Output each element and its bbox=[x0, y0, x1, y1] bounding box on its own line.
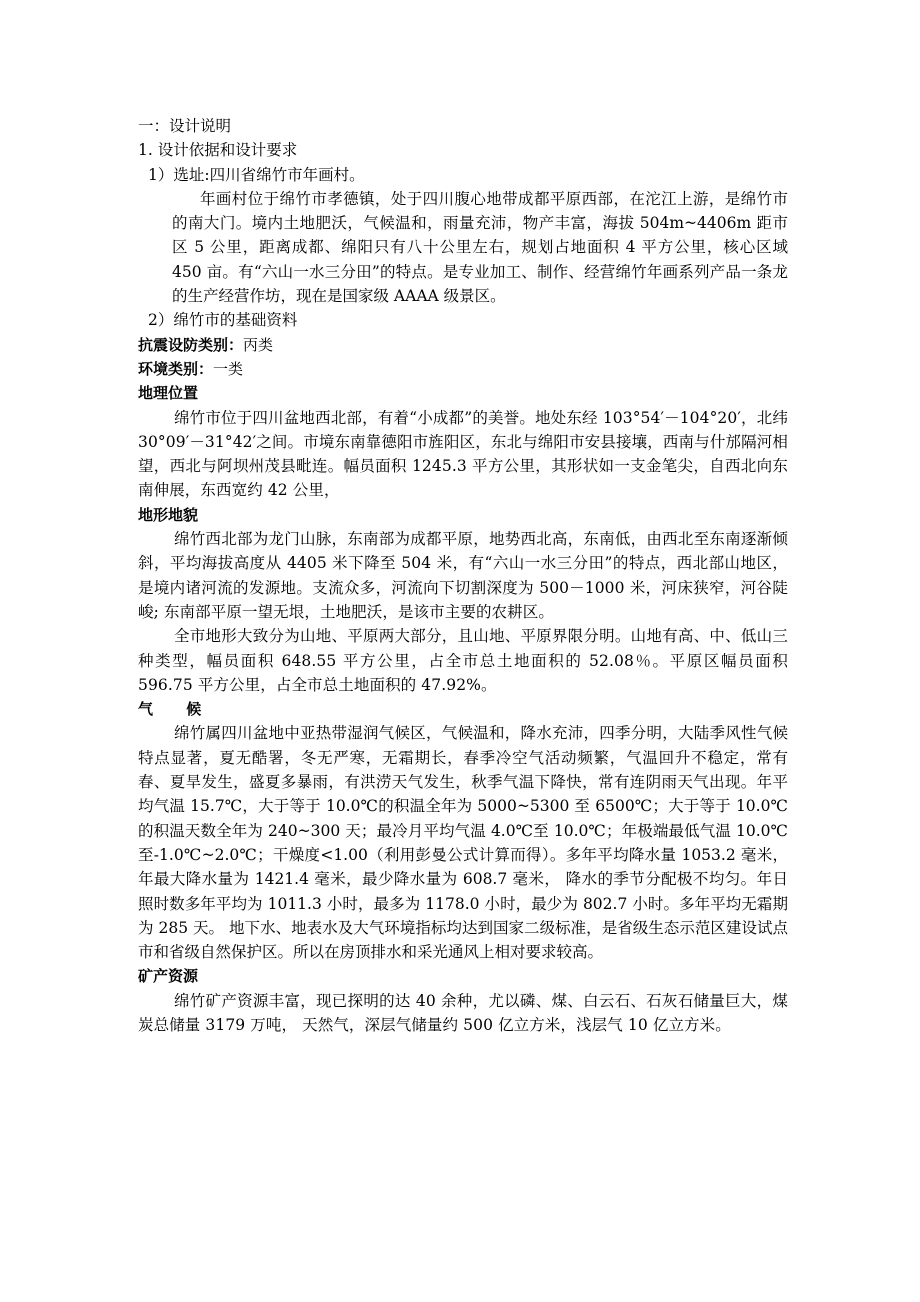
env-value: 一类 bbox=[213, 359, 244, 378]
mineral-body: 绵竹矿产资源丰富，现已探明的达 40 余种，尤以磷、煤、白云石、石灰石储量巨大，煤炭总储量 3179 万吨， 天然气，深层气储量约 500 亿立方米，浅层气 10 亿立方米。 bbox=[138, 991, 788, 1034]
seismic-value: 丙类 bbox=[243, 335, 274, 354]
item2-title: 2）绵竹市的基础资料 bbox=[148, 311, 298, 330]
env-label: 环境类别： bbox=[138, 359, 214, 378]
subsection-title: 1. 设计依据和设计要求 bbox=[138, 141, 298, 160]
seismic-row bbox=[138, 333, 788, 357]
item1-block bbox=[138, 187, 788, 308]
terrain-body-2: 全市地形大致分为山地、平原两大部分，且山地、平原界限分明。山地有高、中、低山三种类型，幅员面积 648.55 平方公里，占全市总土地面积的 52.08％。平原区幅员面积 596.75 平方公里，占全市总土地面积的 47.92%。 bbox=[138, 627, 788, 694]
seismic-label: 抗震设防类别： bbox=[138, 335, 244, 354]
section-title: 一：设计说明 bbox=[138, 117, 232, 135]
item1-body: 年画村位于绵竹市孝德镇，处于四川腹心地带成都平原西部，在沱江上游，是绵竹市的南大门。境内土地肥沃，气候温和，雨量充沛，物产丰富，海拔 504m~4406m 距市区 5 公里，距离成都、绵阳只有八十公里左右，规划占地面积 4 平方公里，核心区域 450 亩。有“六山一水三分田”的特点。是专业加工、制作、经营绵竹年画系列产品一条龙的生产经营作坊，现在是国家级 AAAA 级景区。 bbox=[172, 189, 788, 306]
geo-heading: 地理位置 bbox=[138, 384, 199, 403]
mineral-heading: 矿产资源 bbox=[138, 967, 199, 986]
env-row bbox=[138, 357, 788, 381]
geo-body: 绵竹市位于四川盆地西北部，有着“小成都”的美誉。地处东经 103°54′－104°20′，北纬 30°09′－31°42′之间。市境东南靠德阳市旌阳区，东北与绵阳市安县接壤，西南与什邡隔河相望，西北与阿坝州茂县毗连。幅员面积 1245.3 平方公里，其形状如一支金笔尖，自西北向东南伸展，东西宽约 42 公里， bbox=[138, 408, 788, 500]
document-body bbox=[138, 114, 788, 1037]
climate-body: 绵竹属四川盆地中亚热带湿润气候区，气候温和，降水充沛，四季分明，大陆季风性气候特点显著，夏无酷署，冬无严寒，无霜期长，春季冷空气活动频繁，气温回升不稳定，常有春、夏旱发生，盛夏多暴雨，有洪涝天气发生，秋季气温下降快，常有连阴雨天气出现。年平均气温 15.7℃，大于等于 10.0℃的积温全年为 5000~5300 至 6500℃；大于等于 10.0℃的积温天数全年为 240~300 天；最冷月平均气温 4.0℃至 10.0℃；年极端最低气温 10.0℃至-1.0℃~2.0℃；干燥度<1.00（利用彭曼公式计算而得）。多年平均降水量 1053.2 毫米，年最大降水量为 1421.4 毫米，最少降水量为 608.7 毫米， 降水的季节分配极不均匀。年日照时数多年平均为 1011.3 小时，最多为 1178.0 小时，最少为 802.7 小时。多年平均无霜期为 285 天。 地下水、地表水及大气环境指标均达到国家二级标准，是省级生态示范区建设试点市和省级自然保护区。所以在房顶排水和采光通风上相对要求较高。 bbox=[138, 724, 788, 962]
climate-heading: 气 候 bbox=[138, 700, 216, 719]
item1-title: 1）选址:四川省绵竹市年画村。 bbox=[148, 165, 365, 184]
terrain-heading: 地形地貌 bbox=[138, 505, 199, 524]
terrain-body-1: 绵竹西北部为龙门山脉，东南部为成都平原，地势西北高，东南低，由西北至东南逐渐倾斜，平均海拔高度从 4405 米下降至 504 米，有“六山一水三分田”的特点，西北部山地区，是境内诸河流的发源地。支流众多，河流向下切割深度为 500－1000 米，河床狭窄，河谷陡峻; 东南部平原一望无垠，土地肥沃，是该市主要的农耕区。 bbox=[138, 530, 788, 621]
